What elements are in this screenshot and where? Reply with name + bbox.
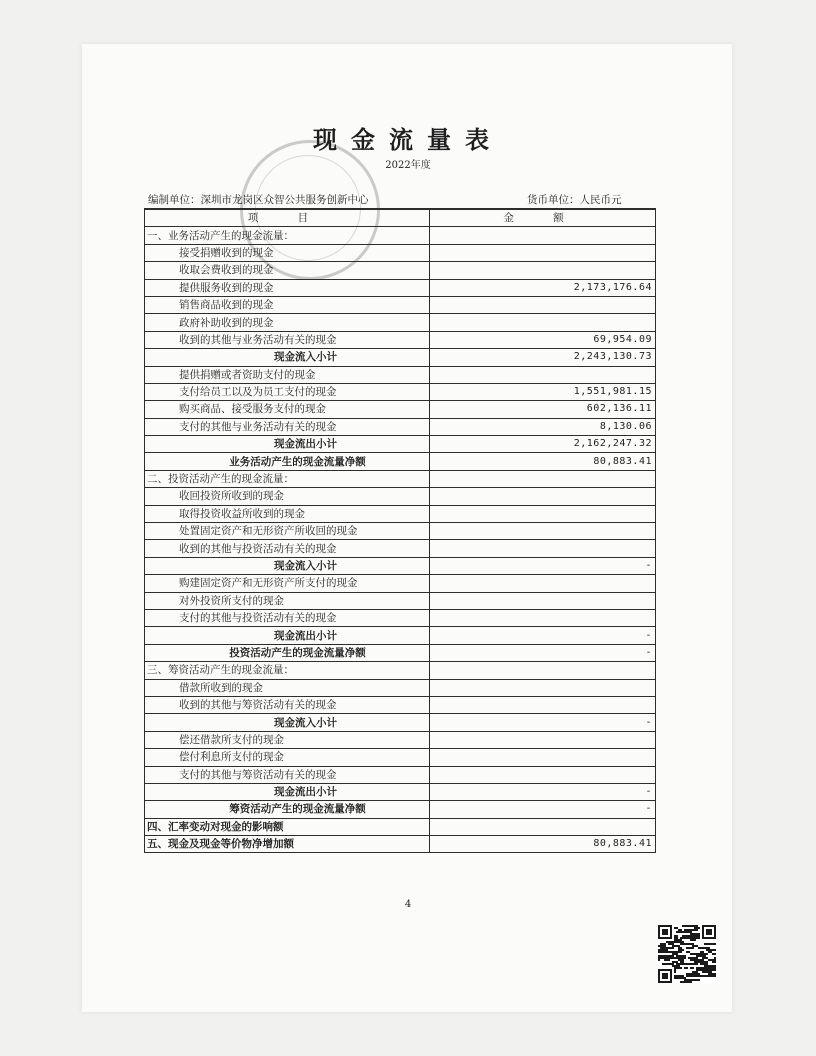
table-row <box>145 349 656 366</box>
row-amount <box>430 505 656 522</box>
row-amount: 8,130.06 <box>430 418 656 435</box>
row-amount <box>430 679 656 696</box>
table-row <box>145 609 656 626</box>
row-amount: 602,136.11 <box>430 401 656 418</box>
currency-label: 货币单位：人民币元 <box>527 194 622 206</box>
table-row <box>145 366 656 383</box>
table-row <box>145 383 656 400</box>
table-header-row <box>145 209 656 227</box>
row-item-label: 现金流出小计 <box>145 627 430 644</box>
row-item-label: 收到的其他与业务活动有关的现金 <box>145 331 430 348</box>
row-amount: - <box>430 801 656 818</box>
row-amount <box>430 262 656 279</box>
header-amount: 金 额 <box>430 209 656 227</box>
row-item-label: 取得投资收益所收到的现金 <box>145 505 430 522</box>
row-amount: 1,551,981.15 <box>430 383 656 400</box>
row-item-label: 提供捐赠或者资助支付的现金 <box>145 366 430 383</box>
row-item-label: 接受捐赠收到的现金 <box>145 244 430 261</box>
report-year: 2022年度 <box>385 160 431 171</box>
row-item-label: 借款所收到的现金 <box>145 679 430 696</box>
row-amount: - <box>430 783 656 800</box>
row-amount <box>430 470 656 487</box>
row-item-label: 支付的其他与投资活动有关的现金 <box>145 609 430 626</box>
table-row <box>145 714 656 731</box>
row-amount <box>430 296 656 313</box>
table-row <box>145 505 656 522</box>
table-row <box>145 262 656 279</box>
row-item-label: 偿还借款所支付的现金 <box>145 731 430 748</box>
row-amount <box>430 696 656 713</box>
row-amount <box>430 592 656 609</box>
row-amount <box>430 575 656 592</box>
row-item-label: 四、汇率变动对现金的影响额 <box>145 818 430 835</box>
row-amount <box>430 366 656 383</box>
organization-label: 编制单位：深圳市龙岗区众智公共服务创新中心 <box>148 194 369 206</box>
row-item-label: 购买商品、接受服务支付的现金 <box>145 401 430 418</box>
header-item: 项 目 <box>145 209 430 227</box>
row-amount <box>430 749 656 766</box>
page-number: 4 <box>404 899 412 910</box>
row-amount <box>430 244 656 261</box>
row-item-label: 收到的其他与投资活动有关的现金 <box>145 540 430 557</box>
table-row <box>145 749 656 766</box>
row-amount: 69,954.09 <box>430 331 656 348</box>
row-amount: 2,173,176.64 <box>430 279 656 296</box>
row-item-label: 处置固定资产和无形资产所收回的现金 <box>145 523 430 540</box>
row-amount <box>430 731 656 748</box>
table-row <box>145 783 656 800</box>
row-item-label: 现金流入小计 <box>145 714 430 731</box>
table-row <box>145 279 656 296</box>
row-item-label: 投资活动产生的现金流量净额 <box>145 644 430 661</box>
row-item-label: 对外投资所支付的现金 <box>145 592 430 609</box>
table-row <box>145 436 656 453</box>
cash-flow-table <box>144 208 656 853</box>
row-item-label: 业务活动产生的现金流量净额 <box>145 453 430 470</box>
table-row <box>145 453 656 470</box>
row-amount <box>430 766 656 783</box>
table-row <box>145 296 656 313</box>
table-row <box>145 644 656 661</box>
row-item-label: 现金流出小计 <box>145 436 430 453</box>
table-row <box>145 331 656 348</box>
row-amount: 2,243,130.73 <box>430 349 656 366</box>
table-row <box>145 314 656 331</box>
table-row <box>145 227 656 244</box>
table-row <box>145 557 656 574</box>
row-item-label: 收取会费收到的现金 <box>145 262 430 279</box>
row-item-label: 支付的其他与筹资活动有关的现金 <box>145 766 430 783</box>
table-row <box>145 540 656 557</box>
table-row <box>145 401 656 418</box>
table-row <box>145 488 656 505</box>
table-row <box>145 662 656 679</box>
row-amount <box>430 818 656 835</box>
table-row <box>145 418 656 435</box>
row-amount <box>430 662 656 679</box>
table-row <box>145 679 656 696</box>
row-amount: - <box>430 644 656 661</box>
row-item-label: 购建固定资产和无形资产所支付的现金 <box>145 575 430 592</box>
row-amount <box>430 314 656 331</box>
row-amount <box>430 523 656 540</box>
row-amount: 80,883.41 <box>430 836 656 853</box>
row-amount: 80,883.41 <box>430 453 656 470</box>
row-item-label: 筹资活动产生的现金流量净额 <box>145 801 430 818</box>
row-item-label: 一、业务活动产生的现金流量： <box>145 227 430 244</box>
table-row <box>145 523 656 540</box>
row-amount <box>430 609 656 626</box>
row-amount <box>430 227 656 244</box>
table-row <box>145 575 656 592</box>
row-amount: - <box>430 627 656 644</box>
row-item-label: 支付的其他与业务活动有关的现金 <box>145 418 430 435</box>
table-row <box>145 627 656 644</box>
row-item-label: 二、投资活动产生的现金流量： <box>145 470 430 487</box>
row-item-label: 提供服务收到的现金 <box>145 279 430 296</box>
row-amount <box>430 540 656 557</box>
row-item-label: 现金流入小计 <box>145 557 430 574</box>
row-amount: 2,162,247.32 <box>430 436 656 453</box>
row-item-label: 五、现金及现金等价物净增加额 <box>145 836 430 853</box>
row-item-label: 政府补助收到的现金 <box>145 314 430 331</box>
table-row <box>145 592 656 609</box>
table-row <box>145 801 656 818</box>
row-item-label: 支付给员工以及为员工支付的现金 <box>145 383 430 400</box>
row-item-label: 三、筹资活动产生的现金流量： <box>145 662 430 679</box>
row-item-label: 现金流出小计 <box>145 783 430 800</box>
row-amount <box>430 488 656 505</box>
table-row <box>145 470 656 487</box>
row-item-label: 收回投资所收到的现金 <box>145 488 430 505</box>
page-title: 现金流量表 <box>313 125 503 154</box>
qr-code <box>658 925 716 983</box>
table-row <box>145 818 656 835</box>
table-row <box>145 244 656 261</box>
table-row <box>145 696 656 713</box>
table-row <box>145 766 656 783</box>
row-item-label: 现金流入小计 <box>145 349 430 366</box>
row-amount: - <box>430 557 656 574</box>
table-row <box>145 836 656 853</box>
row-item-label: 偿付利息所支付的现金 <box>145 749 430 766</box>
table-row <box>145 731 656 748</box>
row-item-label: 销售商品收到的现金 <box>145 296 430 313</box>
row-item-label: 收到的其他与筹资活动有关的现金 <box>145 696 430 713</box>
row-amount: - <box>430 714 656 731</box>
